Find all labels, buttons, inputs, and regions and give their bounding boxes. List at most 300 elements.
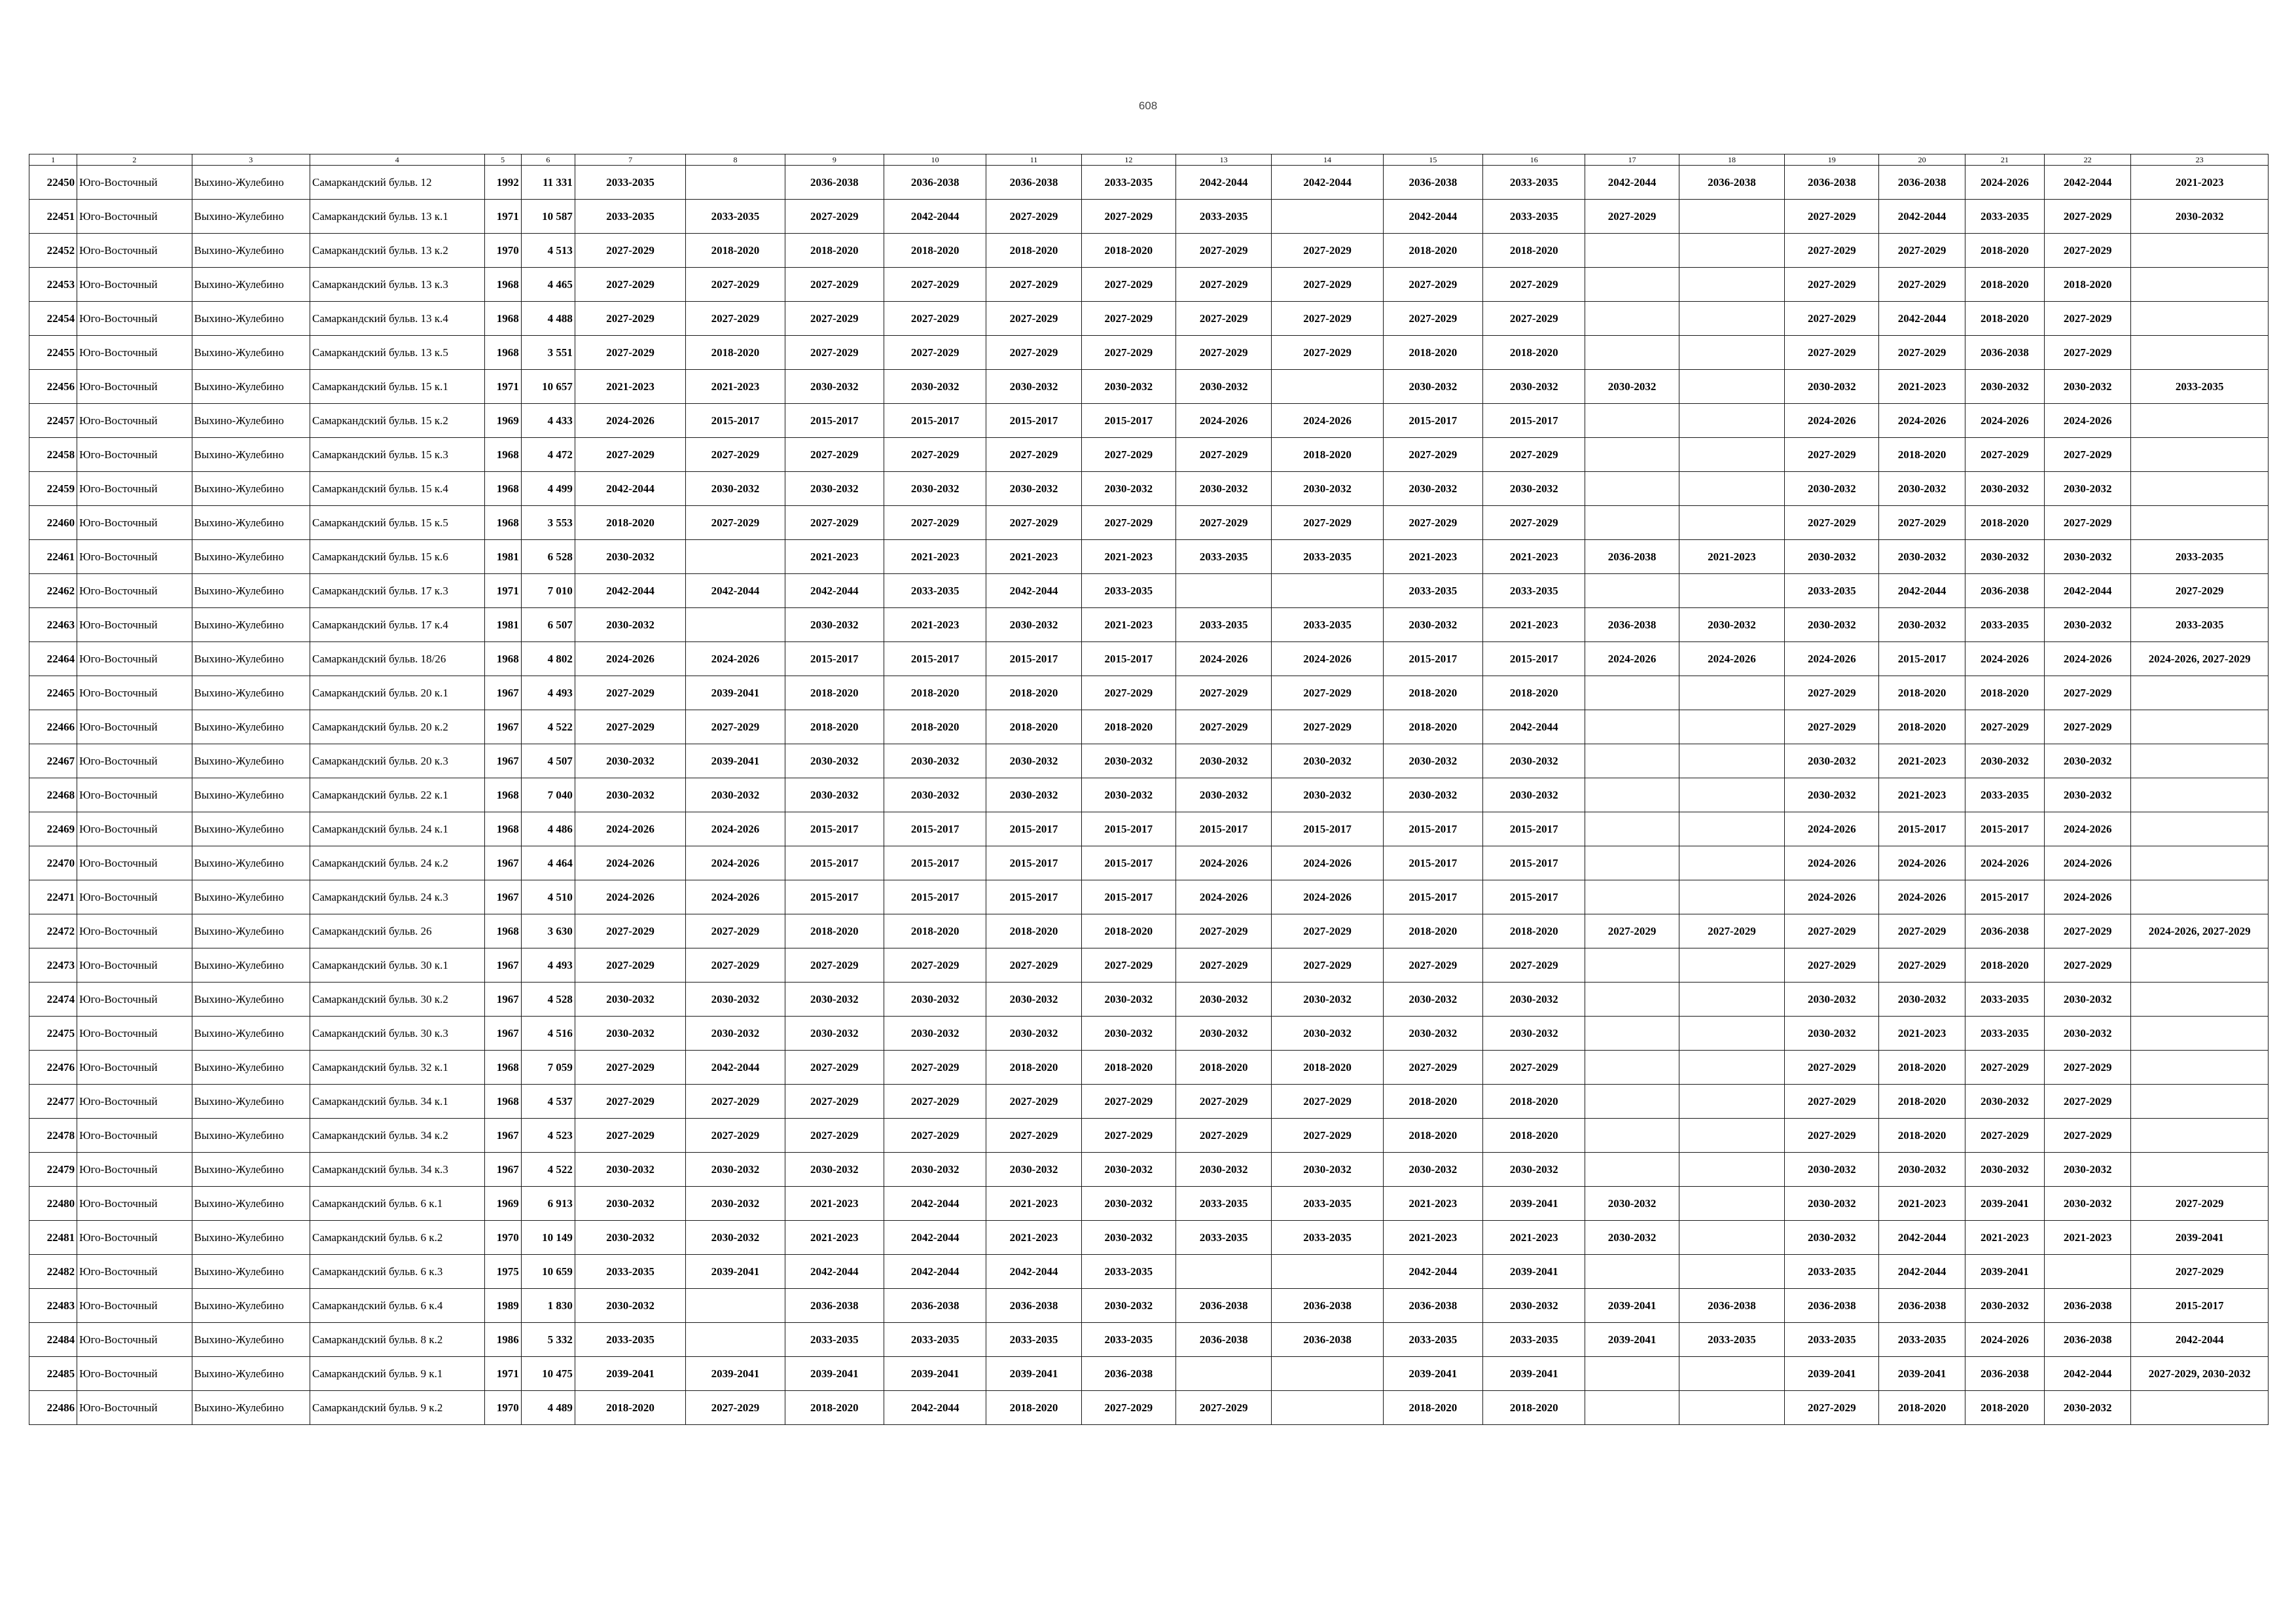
work-period-cell-col-10: 2030-2032 <box>884 778 986 812</box>
work-period-cell-col-19: 2030-2032 <box>1785 1017 1879 1051</box>
column-number-header: 11 <box>986 154 1081 166</box>
district-cell: Юго-Восточный <box>77 608 192 642</box>
work-period-cell-col-14: 2033-2035 <box>1272 1221 1383 1255</box>
area-cell: Выхино-Жулебино <box>192 540 310 574</box>
floor-area-cell: 4 493 <box>521 676 575 710</box>
work-period-cell-col-15: 2018-2020 <box>1383 1391 1482 1425</box>
work-period-cell-col-21: 2030-2032 <box>1965 1085 2044 1119</box>
floor-area-cell: 5 332 <box>521 1323 575 1357</box>
record-number-cell: 22470 <box>29 846 77 880</box>
work-period-cell-col-13: 2027-2029 <box>1176 676 1272 710</box>
work-period-cell-col-13: 2030-2032 <box>1176 1153 1272 1187</box>
work-period-cell-col-20: 2030-2032 <box>1879 1153 1965 1187</box>
address-cell: Самаркандский бульв. 17 к.3 <box>310 574 484 608</box>
build-year-cell: 1967 <box>484 744 521 778</box>
work-period-cell-col-13 <box>1176 574 1272 608</box>
area-cell: Выхино-Жулебино <box>192 1085 310 1119</box>
work-period-cell-col-9: 2027-2029 <box>785 438 884 472</box>
work-period-cell-col-14: 2030-2032 <box>1272 1017 1383 1051</box>
work-period-cell-col-20: 2018-2020 <box>1879 438 1965 472</box>
area-cell: Выхино-Жулебино <box>192 1289 310 1323</box>
address-cell: Самаркандский бульв. 18/26 <box>310 642 484 676</box>
table-row <box>29 1221 2269 1255</box>
address-cell: Самаркандский бульв. 22 к.1 <box>310 778 484 812</box>
work-period-cell-col-17 <box>1585 1255 1679 1289</box>
work-period-cell-col-9: 2027-2029 <box>785 200 884 234</box>
work-period-cell-col-11: 2036-2038 <box>986 166 1081 200</box>
build-year-cell: 1968 <box>484 336 521 370</box>
area-cell: Выхино-Жулебино <box>192 472 310 506</box>
work-period-cell-col-8: 2030-2032 <box>686 983 785 1017</box>
work-period-cell-col-17: 2030-2032 <box>1585 1187 1679 1221</box>
work-period-cell-col-14: 2024-2026 <box>1272 880 1383 914</box>
build-year-cell: 1969 <box>484 404 521 438</box>
floor-area-cell: 4 464 <box>521 846 575 880</box>
work-period-cell-col-8: 2030-2032 <box>686 1153 785 1187</box>
work-period-cell-col-16: 2042-2044 <box>1483 710 1585 744</box>
work-period-cell-col-15: 2021-2023 <box>1383 1221 1482 1255</box>
area-cell: Выхино-Жулебино <box>192 200 310 234</box>
record-number-cell: 22469 <box>29 812 77 846</box>
work-period-cell-col-16: 2027-2029 <box>1483 438 1585 472</box>
table-row <box>29 1051 2269 1085</box>
work-period-cell-col-10: 2042-2044 <box>884 1255 986 1289</box>
record-number-cell: 22459 <box>29 472 77 506</box>
work-period-cell-col-7: 2030-2032 <box>575 608 685 642</box>
work-period-cell-col-12: 2030-2032 <box>1081 1221 1175 1255</box>
work-period-cell-col-15: 2027-2029 <box>1383 438 1482 472</box>
work-period-cell-col-21: 2024-2026 <box>1965 404 2044 438</box>
work-period-cell-col-17 <box>1585 676 1679 710</box>
work-period-cell-col-18 <box>1679 234 1784 268</box>
record-number-cell: 22482 <box>29 1255 77 1289</box>
work-period-cell-col-15: 2018-2020 <box>1383 710 1482 744</box>
build-year-cell: 1967 <box>484 676 521 710</box>
record-number-cell: 22461 <box>29 540 77 574</box>
work-period-cell-col-23: 2042-2044 <box>2131 1323 2269 1357</box>
work-period-cell-col-9: 2039-2041 <box>785 1357 884 1391</box>
work-period-cell-col-13: 2027-2029 <box>1176 1085 1272 1119</box>
work-period-cell-col-21: 2027-2029 <box>1965 1051 2044 1085</box>
work-period-cell-col-10: 2030-2032 <box>884 370 986 404</box>
work-period-cell-col-15: 2021-2023 <box>1383 1187 1482 1221</box>
build-year-cell: 1967 <box>484 983 521 1017</box>
work-period-cell-col-17 <box>1585 846 1679 880</box>
work-period-cell-col-8: 2030-2032 <box>686 1187 785 1221</box>
record-number-cell: 22477 <box>29 1085 77 1119</box>
column-number-header: 23 <box>2131 154 2269 166</box>
build-year-cell: 1971 <box>484 370 521 404</box>
work-period-cell-col-16: 2033-2035 <box>1483 574 1585 608</box>
work-period-cell-col-7: 2030-2032 <box>575 983 685 1017</box>
area-cell: Выхино-Жулебино <box>192 948 310 983</box>
work-period-cell-col-8: 2030-2032 <box>686 1221 785 1255</box>
column-number-header: 13 <box>1176 154 1272 166</box>
work-period-cell-col-7: 2039-2041 <box>575 1357 685 1391</box>
work-period-cell-col-12: 2027-2029 <box>1081 268 1175 302</box>
work-period-cell-col-9: 2018-2020 <box>785 710 884 744</box>
column-number-header: 6 <box>521 154 575 166</box>
work-period-cell-col-20: 2027-2029 <box>1879 268 1965 302</box>
work-period-cell-col-9: 2042-2044 <box>785 574 884 608</box>
work-period-cell-col-9: 2027-2029 <box>785 1051 884 1085</box>
work-period-cell-col-19: 2027-2029 <box>1785 710 1879 744</box>
work-period-cell-col-22: 2042-2044 <box>2045 166 2131 200</box>
column-number-header: 14 <box>1272 154 1383 166</box>
work-period-cell-col-23 <box>2131 1051 2269 1085</box>
work-period-cell-col-20: 2024-2026 <box>1879 880 1965 914</box>
work-period-cell-col-21: 2033-2035 <box>1965 1017 2044 1051</box>
work-period-cell-col-19: 2024-2026 <box>1785 812 1879 846</box>
address-cell: Самаркандский бульв. 15 к.2 <box>310 404 484 438</box>
work-period-cell-col-13: 2027-2029 <box>1176 302 1272 336</box>
work-period-cell-col-22: 2030-2032 <box>2045 540 2131 574</box>
work-period-cell-col-12: 2033-2035 <box>1081 166 1175 200</box>
floor-area-cell: 10 657 <box>521 370 575 404</box>
work-period-cell-col-7: 2042-2044 <box>575 472 685 506</box>
work-period-cell-col-22: 2018-2020 <box>2045 268 2131 302</box>
table-row <box>29 1357 2269 1391</box>
build-year-cell: 1970 <box>484 234 521 268</box>
work-period-cell-col-13: 2036-2038 <box>1176 1289 1272 1323</box>
work-period-cell-col-20: 2024-2026 <box>1879 846 1965 880</box>
floor-area-cell: 3 551 <box>521 336 575 370</box>
work-period-cell-col-23: 2033-2035 <box>2131 608 2269 642</box>
work-period-cell-col-20: 2042-2044 <box>1879 302 1965 336</box>
work-period-cell-col-7: 2027-2029 <box>575 1085 685 1119</box>
work-period-cell-col-16: 2039-2041 <box>1483 1187 1585 1221</box>
table-row <box>29 778 2269 812</box>
district-cell: Юго-Восточный <box>77 438 192 472</box>
area-cell: Выхино-Жулебино <box>192 404 310 438</box>
work-period-cell-col-10: 2042-2044 <box>884 1221 986 1255</box>
work-period-cell-col-11: 2030-2032 <box>986 1153 1081 1187</box>
work-period-cell-col-15: 2033-2035 <box>1383 574 1482 608</box>
work-period-cell-col-17 <box>1585 234 1679 268</box>
area-cell: Выхино-Жулебино <box>192 438 310 472</box>
table-row <box>29 1017 2269 1051</box>
district-cell: Юго-Восточный <box>77 506 192 540</box>
area-cell: Выхино-Жулебино <box>192 880 310 914</box>
work-period-cell-col-13: 2033-2035 <box>1176 540 1272 574</box>
table-row <box>29 1153 2269 1187</box>
work-period-cell-col-14: 2027-2029 <box>1272 1085 1383 1119</box>
record-number-cell: 22485 <box>29 1357 77 1391</box>
work-period-cell-col-15: 2039-2041 <box>1383 1357 1482 1391</box>
work-period-cell-col-12: 2027-2029 <box>1081 1085 1175 1119</box>
record-number-cell: 22463 <box>29 608 77 642</box>
address-cell: Самаркандский бульв. 20 к.2 <box>310 710 484 744</box>
work-period-cell-col-7: 2027-2029 <box>575 914 685 948</box>
district-cell: Юго-Восточный <box>77 234 192 268</box>
work-period-cell-col-12: 2015-2017 <box>1081 846 1175 880</box>
address-cell: Самаркандский бульв. 30 к.1 <box>310 948 484 983</box>
work-period-cell-col-7: 2030-2032 <box>575 1221 685 1255</box>
table-row <box>29 370 2269 404</box>
address-cell: Самаркандский бульв. 13 к.1 <box>310 200 484 234</box>
work-period-cell-col-11: 2027-2029 <box>986 1119 1081 1153</box>
work-period-cell-col-13: 2027-2029 <box>1176 438 1272 472</box>
floor-area-cell: 4 523 <box>521 1119 575 1153</box>
work-period-cell-col-11: 2015-2017 <box>986 880 1081 914</box>
work-period-cell-col-23: 2033-2035 <box>2131 370 2269 404</box>
work-period-cell-col-14: 2027-2029 <box>1272 302 1383 336</box>
work-period-cell-col-23 <box>2131 812 2269 846</box>
work-period-cell-col-9: 2018-2020 <box>785 676 884 710</box>
work-period-cell-col-21: 2033-2035 <box>1965 983 2044 1017</box>
work-period-cell-col-14: 2027-2029 <box>1272 234 1383 268</box>
district-cell: Юго-Восточный <box>77 710 192 744</box>
area-cell: Выхино-Жулебино <box>192 1119 310 1153</box>
build-year-cell: 1968 <box>484 472 521 506</box>
address-cell: Самаркандский бульв. 6 к.3 <box>310 1255 484 1289</box>
column-number-header: 18 <box>1679 154 1784 166</box>
build-year-cell: 1992 <box>484 166 521 200</box>
work-period-cell-col-18 <box>1679 404 1784 438</box>
work-period-cell-col-22: 2027-2029 <box>2045 234 2131 268</box>
work-period-cell-col-20: 2021-2023 <box>1879 744 1965 778</box>
work-period-cell-col-23 <box>2131 778 2269 812</box>
district-cell: Юго-Восточный <box>77 846 192 880</box>
work-period-cell-col-16: 2027-2029 <box>1483 1051 1585 1085</box>
work-period-cell-col-22: 2030-2032 <box>2045 608 2131 642</box>
work-period-cell-col-15: 2018-2020 <box>1383 1119 1482 1153</box>
work-period-cell-col-12: 2027-2029 <box>1081 302 1175 336</box>
work-period-cell-col-21: 2039-2041 <box>1965 1187 2044 1221</box>
work-period-cell-col-18 <box>1679 370 1784 404</box>
work-period-cell-col-11: 2018-2020 <box>986 710 1081 744</box>
record-number-cell: 22466 <box>29 710 77 744</box>
work-period-cell-col-22: 2027-2029 <box>2045 710 2131 744</box>
work-period-cell-col-14: 2018-2020 <box>1272 1051 1383 1085</box>
work-period-cell-col-9: 2015-2017 <box>785 812 884 846</box>
floor-area-cell: 7 040 <box>521 778 575 812</box>
work-period-cell-col-12: 2018-2020 <box>1081 1051 1175 1085</box>
table-row <box>29 506 2269 540</box>
work-period-cell-col-8: 2030-2032 <box>686 472 785 506</box>
table-row <box>29 166 2269 200</box>
work-period-cell-col-16: 2021-2023 <box>1483 540 1585 574</box>
work-period-cell-col-12: 2030-2032 <box>1081 1017 1175 1051</box>
work-period-cell-col-23: 2039-2041 <box>2131 1221 2269 1255</box>
record-number-cell: 22450 <box>29 166 77 200</box>
work-period-cell-col-9: 2018-2020 <box>785 1391 884 1425</box>
work-period-cell-col-12: 2027-2029 <box>1081 676 1175 710</box>
work-period-cell-col-19: 2027-2029 <box>1785 676 1879 710</box>
address-cell: Самаркандский бульв. 6 к.2 <box>310 1221 484 1255</box>
work-period-cell-col-8 <box>686 608 785 642</box>
floor-area-cell: 4 522 <box>521 1153 575 1187</box>
work-period-cell-col-23 <box>2131 438 2269 472</box>
work-period-cell-col-15: 2030-2032 <box>1383 744 1482 778</box>
work-period-cell-col-23 <box>2131 710 2269 744</box>
floor-area-cell: 7 010 <box>521 574 575 608</box>
work-period-cell-col-8 <box>686 166 785 200</box>
table-row <box>29 438 2269 472</box>
work-period-cell-col-17 <box>1585 506 1679 540</box>
work-period-cell-col-15: 2030-2032 <box>1383 1017 1482 1051</box>
build-year-cell: 1968 <box>484 642 521 676</box>
district-cell: Юго-Восточный <box>77 744 192 778</box>
work-period-cell-col-12: 2015-2017 <box>1081 404 1175 438</box>
work-period-cell-col-19: 2027-2029 <box>1785 268 1879 302</box>
work-period-cell-col-13: 2015-2017 <box>1176 812 1272 846</box>
build-year-cell: 1968 <box>484 506 521 540</box>
build-year-cell: 1968 <box>484 268 521 302</box>
column-number-header: 4 <box>310 154 484 166</box>
record-number-cell: 22483 <box>29 1289 77 1323</box>
work-period-cell-col-23 <box>2131 1391 2269 1425</box>
district-cell: Юго-Восточный <box>77 336 192 370</box>
area-cell: Выхино-Жулебино <box>192 812 310 846</box>
work-period-cell-col-22: 2027-2029 <box>2045 948 2131 983</box>
work-period-cell-col-18: 2030-2032 <box>1679 608 1784 642</box>
work-period-cell-col-18 <box>1679 574 1784 608</box>
column-number-header: 19 <box>1785 154 1879 166</box>
work-period-cell-col-11: 2030-2032 <box>986 370 1081 404</box>
work-period-cell-col-14: 2027-2029 <box>1272 268 1383 302</box>
work-period-cell-col-8: 2039-2041 <box>686 676 785 710</box>
work-period-cell-col-19: 2027-2029 <box>1785 302 1879 336</box>
work-period-cell-col-12: 2018-2020 <box>1081 710 1175 744</box>
column-number-header: 3 <box>192 154 310 166</box>
work-period-cell-col-9: 2030-2032 <box>785 983 884 1017</box>
work-period-cell-col-17: 2039-2041 <box>1585 1323 1679 1357</box>
work-period-cell-col-10: 2027-2029 <box>884 1119 986 1153</box>
district-cell: Юго-Восточный <box>77 676 192 710</box>
work-period-cell-col-10: 2039-2041 <box>884 1357 986 1391</box>
work-period-cell-col-11: 2030-2032 <box>986 744 1081 778</box>
work-period-cell-col-21: 2033-2035 <box>1965 608 2044 642</box>
work-period-cell-col-22: 2027-2029 <box>2045 302 2131 336</box>
district-cell: Юго-Восточный <box>77 1391 192 1425</box>
address-cell: Самаркандский бульв. 34 к.2 <box>310 1119 484 1153</box>
work-period-cell-col-8: 2042-2044 <box>686 1051 785 1085</box>
work-period-cell-col-10: 2015-2017 <box>884 404 986 438</box>
work-period-cell-col-20: 2015-2017 <box>1879 642 1965 676</box>
address-cell: Самаркандский бульв. 17 к.4 <box>310 608 484 642</box>
record-number-cell: 22480 <box>29 1187 77 1221</box>
work-period-cell-col-18 <box>1679 778 1784 812</box>
record-number-cell: 22460 <box>29 506 77 540</box>
floor-area-cell: 6 528 <box>521 540 575 574</box>
work-period-cell-col-17 <box>1585 710 1679 744</box>
work-period-cell-col-21: 2024-2026 <box>1965 1323 2044 1357</box>
work-period-cell-col-23 <box>2131 948 2269 983</box>
work-period-cell-col-12: 2027-2029 <box>1081 1119 1175 1153</box>
build-year-cell: 1968 <box>484 438 521 472</box>
district-cell: Юго-Восточный <box>77 404 192 438</box>
work-period-cell-col-23 <box>2131 983 2269 1017</box>
work-period-cell-col-17: 2036-2038 <box>1585 540 1679 574</box>
work-period-cell-col-21: 2033-2035 <box>1965 200 2044 234</box>
work-period-cell-col-18 <box>1679 438 1784 472</box>
work-period-cell-col-18 <box>1679 1017 1784 1051</box>
work-period-cell-col-18 <box>1679 676 1784 710</box>
work-period-cell-col-17: 2030-2032 <box>1585 370 1679 404</box>
work-period-cell-col-23 <box>2131 1153 2269 1187</box>
work-period-cell-col-18 <box>1679 983 1784 1017</box>
work-period-cell-col-15: 2027-2029 <box>1383 506 1482 540</box>
work-period-cell-col-20: 2018-2020 <box>1879 1119 1965 1153</box>
work-period-cell-col-18 <box>1679 1153 1784 1187</box>
work-period-cell-col-14: 2024-2026 <box>1272 846 1383 880</box>
area-cell: Выхино-Жулебино <box>192 1017 310 1051</box>
work-period-cell-col-18 <box>1679 948 1784 983</box>
work-period-cell-col-8: 2030-2032 <box>686 1017 785 1051</box>
work-period-cell-col-11: 2018-2020 <box>986 1391 1081 1425</box>
work-period-cell-col-22: 2024-2026 <box>2045 404 2131 438</box>
area-cell: Выхино-Жулебино <box>192 1051 310 1085</box>
table-row <box>29 1119 2269 1153</box>
work-period-cell-col-21: 2015-2017 <box>1965 880 2044 914</box>
build-year-cell: 1989 <box>484 1289 521 1323</box>
work-period-cell-col-10: 2042-2044 <box>884 1187 986 1221</box>
floor-area-cell: 10 475 <box>521 1357 575 1391</box>
work-period-cell-col-18 <box>1679 1357 1784 1391</box>
work-period-cell-col-8: 2024-2026 <box>686 642 785 676</box>
column-number-header: 12 <box>1081 154 1175 166</box>
work-period-cell-col-8 <box>686 1323 785 1357</box>
work-period-cell-col-21: 2036-2038 <box>1965 914 2044 948</box>
work-period-cell-col-17 <box>1585 1119 1679 1153</box>
work-period-cell-col-18 <box>1679 880 1784 914</box>
work-period-cell-col-7: 2027-2029 <box>575 676 685 710</box>
build-year-cell: 1971 <box>484 574 521 608</box>
work-period-cell-col-11: 2030-2032 <box>986 608 1081 642</box>
work-period-cell-col-17 <box>1585 778 1679 812</box>
work-period-cell-col-8: 2039-2041 <box>686 744 785 778</box>
work-period-cell-col-13: 2030-2032 <box>1176 744 1272 778</box>
work-period-cell-col-22: 2030-2032 <box>2045 472 2131 506</box>
column-number-header: 2 <box>77 154 192 166</box>
column-number-header: 22 <box>2045 154 2131 166</box>
work-period-cell-col-12: 2030-2032 <box>1081 983 1175 1017</box>
work-period-cell-col-22: 2030-2032 <box>2045 983 2131 1017</box>
work-period-cell-col-13: 2036-2038 <box>1176 1323 1272 1357</box>
work-period-cell-col-22: 2030-2032 <box>2045 744 2131 778</box>
record-number-cell: 22453 <box>29 268 77 302</box>
district-cell: Юго-Восточный <box>77 1119 192 1153</box>
work-period-cell-col-21: 2036-2038 <box>1965 1357 2044 1391</box>
work-period-cell-col-17 <box>1585 574 1679 608</box>
work-period-cell-col-11: 2030-2032 <box>986 472 1081 506</box>
floor-area-cell: 4 513 <box>521 234 575 268</box>
work-period-cell-col-21: 2015-2017 <box>1965 812 2044 846</box>
work-period-cell-col-23 <box>2131 1119 2269 1153</box>
work-period-cell-col-10: 2027-2029 <box>884 948 986 983</box>
work-period-cell-col-15: 2042-2044 <box>1383 1255 1482 1289</box>
work-period-cell-col-7: 2027-2029 <box>575 438 685 472</box>
floor-area-cell: 4 493 <box>521 948 575 983</box>
district-cell: Юго-Восточный <box>77 1255 192 1289</box>
column-number-header: 20 <box>1879 154 1965 166</box>
work-period-cell-col-14: 2042-2044 <box>1272 166 1383 200</box>
work-period-cell-col-20: 2018-2020 <box>1879 1085 1965 1119</box>
work-period-cell-col-9: 2042-2044 <box>785 1255 884 1289</box>
work-period-cell-col-18: 2024-2026 <box>1679 642 1784 676</box>
work-period-cell-col-22: 2030-2032 <box>2045 1017 2131 1051</box>
work-period-cell-col-16: 2018-2020 <box>1483 1119 1585 1153</box>
district-cell: Юго-Восточный <box>77 983 192 1017</box>
column-number-header: 15 <box>1383 154 1482 166</box>
work-period-cell-col-10: 2021-2023 <box>884 540 986 574</box>
area-cell: Выхино-Жулебино <box>192 574 310 608</box>
work-period-cell-col-15: 2030-2032 <box>1383 472 1482 506</box>
work-period-cell-col-17 <box>1585 880 1679 914</box>
work-period-cell-col-17 <box>1585 1391 1679 1425</box>
work-period-cell-col-9: 2030-2032 <box>785 1017 884 1051</box>
